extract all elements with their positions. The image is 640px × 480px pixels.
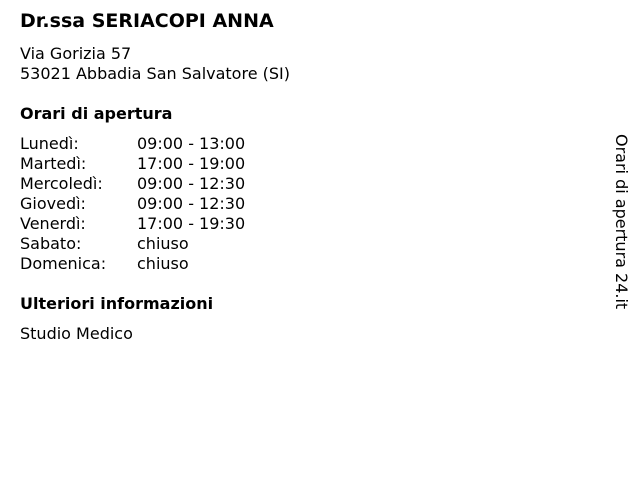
additional-info-text: Studio Medico [20,324,133,343]
hours-row-thursday [20,194,245,214]
day-label: Lunedì: [20,134,79,153]
hours-row-friday [20,214,245,234]
site-watermark: Orari di apertura 24.it [612,134,631,310]
day-hours: 09:00 - 12:30 [137,194,246,213]
day-hours: 09:00 - 12:30 [137,174,246,193]
day-hours: chiuso [137,234,189,253]
day-label: Domenica: [20,254,107,273]
day-label: Mercoledì: [20,174,103,193]
day-hours: chiuso [137,254,189,273]
additional-info-heading: Ulteriori informazioni [20,294,214,313]
hours-row-sunday [20,254,245,274]
address-street: Via Gorizia 57 [20,44,132,63]
hours-row-wednesday [20,174,245,194]
opening-hours-table [20,134,245,274]
day-label: Giovedì: [20,194,86,213]
business-name: Dr.ssa SERIACOPI ANNA [20,10,274,32]
hours-row-saturday [20,234,245,254]
day-label: Sabato: [20,234,82,253]
day-label: Venerdì: [20,214,86,233]
address-city: 53021 Abbadia San Salvatore (SI) [20,64,290,83]
day-hours: 17:00 - 19:00 [137,154,246,173]
hours-row-monday [20,134,245,154]
day-label: Martedì: [20,154,87,173]
hours-row-tuesday [20,154,245,174]
day-hours: 17:00 - 19:30 [137,214,246,233]
opening-hours-heading: Orari di apertura [20,104,173,123]
business-address [20,44,290,84]
day-hours: 09:00 - 13:00 [137,134,246,153]
